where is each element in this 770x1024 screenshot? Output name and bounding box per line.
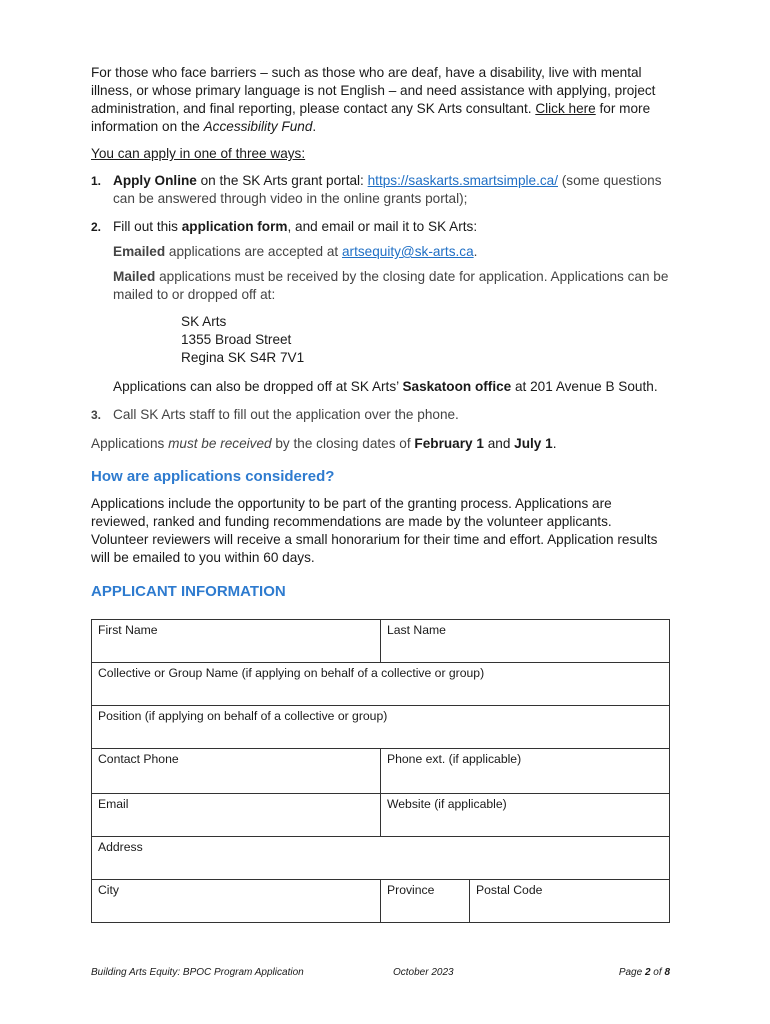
list-number: 2. [91, 220, 102, 234]
application-form-label: application form [181, 219, 288, 234]
intro-paragraph [91, 64, 671, 136]
emailed-paragraph [113, 243, 671, 261]
list-item [91, 406, 671, 424]
email-field[interactable] [92, 794, 381, 837]
postal-code-field[interactable] [470, 880, 670, 923]
deadline-end: . [552, 436, 557, 451]
intro-text: For those who face barriers – such as those who are deaf, have a disability, live with mental illness, or whose primary language is not English – and need assistance with applying, project administration, and final reporting, please contact any SK Arts consultant. [91, 65, 656, 116]
deadline-date-2: July 1 [514, 436, 553, 451]
dropoff-text-end: at 201 Avenue B South. [511, 379, 658, 394]
address-line: 1355 Broad Street [181, 332, 292, 347]
apply-online-text: on the SK Arts grant portal: [196, 173, 368, 188]
form-text-end: , and email or mail it to SK Arts: [287, 219, 478, 234]
postal-code-label: Postal Code [476, 883, 543, 897]
apply-online-label: Apply Online [113, 173, 197, 188]
deadline-and: and [483, 436, 515, 451]
saskatoon-office-label: Saskatoon office [402, 379, 512, 394]
last-name-field[interactable] [381, 620, 670, 663]
list-item [91, 172, 671, 208]
deadline-emphasis: must be received [168, 436, 272, 451]
deadline-text-mid: by the closing dates of [271, 436, 415, 451]
apply-heading: You can apply in one of three ways: [91, 146, 306, 161]
position-label: Position (if applying on behalf of a collective or group) [98, 709, 388, 723]
page-content [91, 64, 671, 601]
deadline-text: Applications [91, 436, 169, 451]
address-line: Regina SK S4R 7V1 [181, 350, 305, 365]
applicant-info-heading: APPLICANT INFORMATION [91, 583, 286, 600]
emailed-label: Emailed [113, 244, 166, 259]
mailed-paragraph [113, 268, 671, 304]
total-pages: 8 [664, 967, 670, 978]
phone-ext-label: Phone ext. (if applicable) [387, 752, 522, 766]
mailing-address [181, 313, 671, 367]
phone-ext-field[interactable] [381, 749, 670, 794]
dropoff-text: Applications can also be dropped off at SK Arts’ [113, 379, 403, 394]
website-label: Website (if applicable) [387, 797, 507, 811]
intro-period: . [312, 119, 317, 134]
emailed-end: . [473, 244, 478, 259]
last-name-label: Last Name [387, 623, 446, 637]
collective-name-field[interactable] [92, 663, 670, 706]
address-label: Address [98, 840, 143, 854]
province-label: Province [387, 883, 435, 897]
address-field[interactable] [92, 837, 670, 880]
list-number: 3. [91, 408, 102, 422]
considered-heading: How are applications considered? [91, 468, 335, 485]
contact-phone-field[interactable] [92, 749, 381, 794]
first-name-label: First Name [98, 623, 158, 637]
dropoff-paragraph [113, 378, 671, 396]
email-link[interactable]: artsequity@sk-arts.ca [341, 244, 474, 259]
apply-ways-list [91, 172, 671, 424]
click-here-link[interactable]: Click here [535, 101, 596, 116]
footer-document-title: Building Arts Equity: BPOC Program Application [91, 967, 304, 978]
emailed-text: applications are accepted at [165, 244, 342, 259]
city-label: City [98, 883, 119, 897]
page-prefix: Page [618, 967, 645, 978]
website-field[interactable] [381, 794, 670, 837]
applicant-info-table [91, 619, 670, 923]
mailed-text: applications must be received by the closing date for application. Applications can be mailed to or dropped off at: [113, 269, 669, 302]
email-label: Email [98, 797, 129, 811]
position-field[interactable] [92, 706, 670, 749]
portal-link[interactable]: https://saskarts.smartsimple.ca/ [367, 173, 558, 188]
intro-text-after: for more information on the [91, 101, 651, 134]
considered-paragraph: Applications include the opportunity to be part of the granting process. Applications are reviewed, ranked and funding recommendations are made by the volunteer applicants. Volunteer reviewers will receive a small honorarium for their time and effort. Application results will be emailed to you within 60 days. [91, 496, 658, 565]
phone-apply-text: Call SK Arts staff to fill out the application over the phone. [113, 407, 459, 422]
list-number: 1. [91, 174, 102, 188]
collective-name-label: Collective or Group Name (if applying on behalf of a collective or group) [98, 666, 485, 680]
city-field[interactable] [92, 880, 381, 923]
current-page: 2 [644, 967, 651, 978]
apply-online-note: (some questions can be answered through video in the online grants portal); [113, 173, 662, 206]
form-text: Fill out this [113, 219, 182, 234]
deadline-date-1: February 1 [414, 436, 484, 451]
footer-page-number [619, 967, 670, 978]
first-name-field[interactable] [92, 620, 381, 663]
address-line: SK Arts [181, 314, 227, 329]
footer-date: October 2023 [393, 967, 454, 978]
province-field[interactable] [381, 880, 470, 923]
mailed-label: Mailed [113, 269, 156, 284]
contact-phone-label: Contact Phone [98, 752, 179, 766]
page-of: of [650, 967, 665, 978]
list-item [91, 218, 671, 396]
accessibility-fund-name: Accessibility Fund [203, 119, 313, 134]
deadline-paragraph [91, 435, 671, 453]
